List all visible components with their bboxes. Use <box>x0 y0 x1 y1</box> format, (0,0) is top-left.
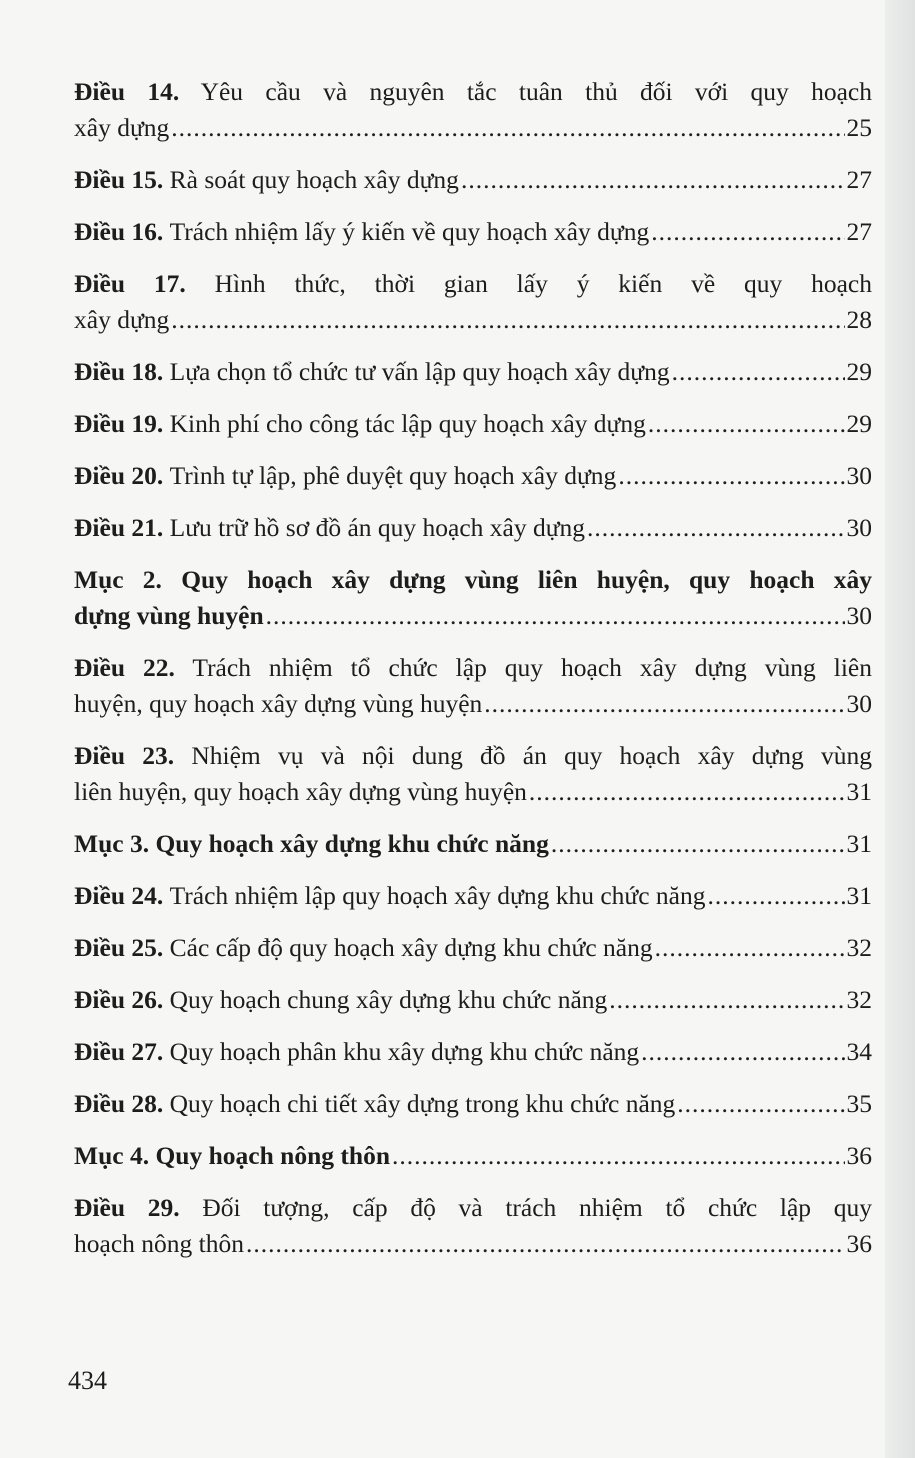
toc-entry-page: 30 <box>846 461 872 490</box>
toc-entry-page: 31 <box>846 777 872 806</box>
toc-entry[interactable] <box>74 214 872 250</box>
toc-entry-title: Lựa chọn tổ chức tư vấn lập quy hoạch xây dựng <box>169 357 670 386</box>
dot-leader <box>551 826 845 862</box>
toc-entry-title: Quy hoạch nông thôn <box>155 1141 390 1170</box>
toc-entry-title: dựng vùng huyện <box>74 601 264 630</box>
toc-entry-title: Các cấp độ quy hoạch xây dựng khu chức năng <box>169 933 653 962</box>
toc-entry-label: Điều 16. <box>74 217 164 246</box>
toc-entry[interactable] <box>74 1138 872 1174</box>
dot-leader <box>677 1086 844 1122</box>
toc-entry-label: Điều 20. <box>74 461 164 490</box>
dot-leader <box>246 1226 845 1262</box>
toc-entry-title: Trách nhiệm lập quy hoạch xây dựng khu chức năng <box>169 881 706 910</box>
toc-entry-title: hoạch nông thôn <box>74 1229 244 1258</box>
dot-leader <box>648 406 845 442</box>
toc-entry[interactable] <box>74 650 872 722</box>
toc-entry-page: 34 <box>846 1037 872 1066</box>
dot-leader <box>266 598 845 634</box>
dot-leader <box>529 774 845 810</box>
toc-entry-label: Điều 27. <box>74 1037 164 1066</box>
dot-leader <box>672 354 845 390</box>
toc-entry-title-line1: Nhiệm vụ và nội dung đồ án quy hoạch xây dựng vùng <box>191 741 873 770</box>
dot-leader <box>484 686 844 722</box>
toc-entry-title: Lưu trữ hồ sơ đồ án quy hoạch xây dựng <box>169 513 586 542</box>
toc-entry-title-line1: Quy hoạch xây dựng vùng liên huyện, quy hoạch xây <box>181 565 873 594</box>
toc-entry-label: Điều 15. <box>74 165 164 194</box>
dot-leader <box>461 162 845 198</box>
toc-entry[interactable] <box>74 406 872 442</box>
toc-entry-title: Trình tự lập, phê duyệt quy hoạch xây dựng <box>169 461 617 490</box>
toc-entry-label: Điều 14. <box>74 77 180 106</box>
dot-leader <box>618 458 844 494</box>
toc-entry[interactable] <box>74 738 872 810</box>
dot-leader <box>708 878 845 914</box>
toc-entry-page: 35 <box>846 1089 872 1118</box>
toc-entry-title-line1: Yêu cầu và nguyên tắc tuân thủ đối với quy hoạch <box>200 77 872 106</box>
toc-entry-label: Điều 29. <box>74 1193 180 1222</box>
toc-entry-title: Trách nhiệm lấy ý kiến về quy hoạch xây dựng <box>169 217 650 246</box>
dot-leader <box>587 510 844 546</box>
table-of-contents <box>74 74 872 1278</box>
toc-entry-page: 30 <box>846 513 872 542</box>
toc-entry-page: 25 <box>846 113 872 142</box>
toc-entry-title-line1: Hình thức, thời gian lấy ý kiến về quy hoạch <box>214 269 872 298</box>
toc-entry-label: Điều 26. <box>74 985 164 1014</box>
toc-entry-title: xây dựng <box>74 113 170 142</box>
toc-entry-label: Mục 2. <box>74 565 162 594</box>
dot-leader <box>392 1138 845 1174</box>
toc-entry-page: 32 <box>846 933 872 962</box>
toc-entry[interactable] <box>74 458 872 494</box>
toc-entry[interactable] <box>74 510 872 546</box>
toc-entry-label: Mục 3. <box>74 829 150 858</box>
toc-entry[interactable] <box>74 162 872 198</box>
toc-entry-label: Mục 4. <box>74 1141 150 1170</box>
dot-leader <box>651 214 844 250</box>
dot-leader <box>609 982 844 1018</box>
toc-entry-label: Điều 25. <box>74 933 164 962</box>
toc-entry[interactable] <box>74 74 872 146</box>
toc-entry[interactable] <box>74 826 872 862</box>
toc-entry[interactable] <box>74 354 872 390</box>
page-edge <box>885 0 915 1458</box>
toc-entry[interactable] <box>74 1190 872 1262</box>
toc-entry-label: Điều 23. <box>74 741 175 770</box>
toc-entry-page: 27 <box>846 217 872 246</box>
toc-entry[interactable] <box>74 878 872 914</box>
toc-entry-label: Điều 21. <box>74 513 164 542</box>
toc-entry-label: Điều 22. <box>74 653 175 682</box>
toc-entry-page: 36 <box>846 1229 872 1258</box>
toc-entry-page: 27 <box>846 165 872 194</box>
toc-entry-label: Điều 17. <box>74 269 186 298</box>
toc-entry-page: 32 <box>846 985 872 1014</box>
toc-entry-title: huyện, quy hoạch xây dựng vùng huyện <box>74 689 483 718</box>
toc-entry-page: 31 <box>846 829 872 858</box>
toc-entry-label: Điều 19. <box>74 409 164 438</box>
toc-entry-page: 29 <box>846 357 872 386</box>
page-number: 434 <box>68 1366 107 1395</box>
dot-leader <box>171 302 844 338</box>
toc-entry[interactable] <box>74 1034 872 1070</box>
toc-entry-title: liên huyện, quy hoạch xây dựng vùng huyện <box>74 777 527 806</box>
toc-entry-label: Điều 18. <box>74 357 164 386</box>
toc-entry-page: 30 <box>846 601 872 630</box>
toc-entry-title: Quy hoạch chung xây dựng khu chức năng <box>169 985 608 1014</box>
toc-entry[interactable] <box>74 266 872 338</box>
toc-entry-title: Quy hoạch phân khu xây dựng khu chức năng <box>169 1037 640 1066</box>
dot-leader <box>655 930 845 966</box>
toc-entry[interactable] <box>74 1086 872 1122</box>
toc-entry-title-line1: Trách nhiệm tổ chức lập quy hoạch xây dựng vùng liên <box>192 653 872 682</box>
toc-entry-page: 29 <box>846 409 872 438</box>
toc-entry-title: Kinh phí cho công tác lập quy hoạch xây dựng <box>169 409 646 438</box>
toc-entry-page: 36 <box>846 1141 872 1170</box>
toc-entry-label: Điều 24. <box>74 881 164 910</box>
toc-entry[interactable] <box>74 982 872 1018</box>
toc-entry-title: Quy hoạch chi tiết xây dựng trong khu chức năng <box>169 1089 676 1118</box>
toc-entry-page: 28 <box>846 305 872 334</box>
toc-entry-page: 31 <box>846 881 872 910</box>
toc-entry-page: 30 <box>846 689 872 718</box>
toc-entry-title: xây dựng <box>74 305 170 334</box>
dot-leader <box>171 110 844 146</box>
toc-entry-title: Rà soát quy hoạch xây dựng <box>169 165 459 194</box>
toc-entry-title: Quy hoạch xây dựng khu chức năng <box>155 829 549 858</box>
dot-leader <box>641 1034 844 1070</box>
toc-entry-title-line1: Đối tượng, cấp độ và trách nhiệm tổ chức lập quy <box>202 1193 873 1222</box>
toc-entry-label: Điều 28. <box>74 1089 164 1118</box>
toc-entry[interactable] <box>74 562 872 634</box>
toc-entry[interactable] <box>74 930 872 966</box>
